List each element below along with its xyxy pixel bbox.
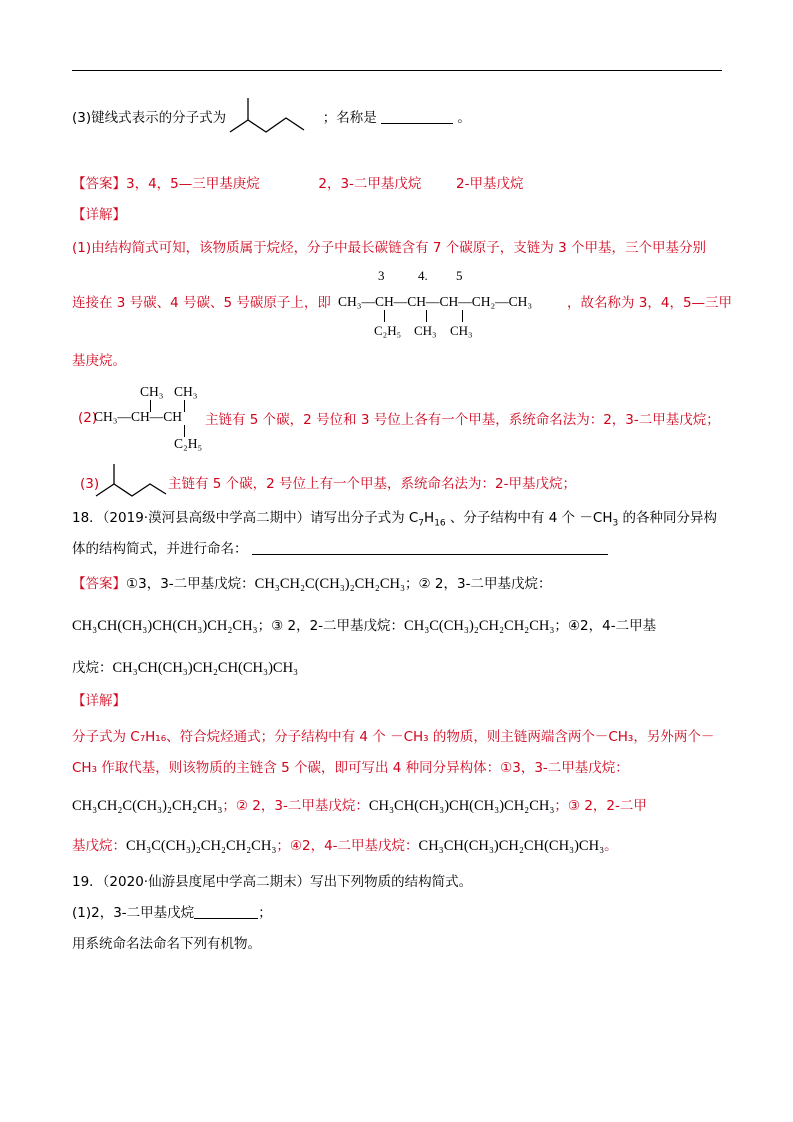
q3-answer-blank [381, 109, 453, 124]
detail1-p1: (1)由结构简式可知，该物质属于烷烃，分子中最长碳链含有 7 个碳原子，支链为 3 个甲基，三个甲基分别 [72, 240, 706, 256]
answer2-line2: CH₃CH(CH₃)CH(CH₃)CH₂CH₃；③ 2，2-二甲基戊烷：CH₃C(CH₃)₂CH₂CH₂CH₃；④2，4-二甲基 [72, 618, 657, 634]
detail1-p3: 基庚烷。 [72, 353, 126, 369]
q18-line1: 18．（2019·漠河县高级中学高二期中）请写出分子式为 $C_7H_{16}$ 、分子结构中有 4 个 $-CH_3$ 的各种同分异构 [72, 510, 718, 529]
q18-answer-blank [252, 540, 608, 555]
q19-line1: 19．（2020·仙游县度尾中学高二期末）写出下列物质的结构简式。 [72, 874, 473, 890]
q19-answer-blank [194, 904, 258, 919]
detail1-p2b: ，故名称为 3，4，5—三甲 [567, 295, 733, 311]
detail2-p4: 基戊烷：CH₃C(CH₃)₂CH₂CH₂CH₃；④2，4-二甲基戊烷：CH₃CH(CH₃)CH₂CH(CH₃)CH₃。 [72, 838, 618, 854]
q3-line: (3)键线式表示的分子式为 ；名称是 。 [72, 110, 471, 126]
skeletal-formula-detail [94, 462, 168, 500]
structure-dimethylpentane: (2) CH₃ CH₃ CH₃—CH—CH C₂H₅ [78, 384, 203, 451]
detail1-p4: 主链有 5 个碳，2 号位和 3 号位上各有一个甲基，系统命名法为：2，3-二甲基戊烷； [205, 412, 720, 428]
answer-label: 【答案】 [72, 176, 126, 192]
detail2-p3: CH₃CH₂C(CH₃)₂CH₂CH₃；② 2，3-二甲基戊烷：CH₃CH(CH₃)CH(CH₃)CH₂CH₃；③ 2，2-二甲 [72, 798, 647, 814]
detail2-label: 【详解】 [72, 693, 126, 709]
answer1-line: 【答案】3，4，5—三甲基庚烷 2，3-二甲基戊烷 2-甲基戊烷 [72, 176, 524, 192]
structure-trimethylheptane: 3 4. 5 CH₃—CH—CH—CH—CH₂—CH₃ C₂H₅ CH₃ CH₃ [338, 268, 533, 338]
q19-line2: (1)2，3-二甲基戊烷 ； [72, 905, 272, 921]
detail1-p5-prefix: (3) [80, 476, 100, 492]
q19-line3: 用系统命名法命名下列有机物。 [72, 936, 261, 952]
skeletal-formula-q3 [228, 96, 308, 136]
answer2-line1: 【答案】①3，3-二甲基戊烷：CH₃CH₂C(CH₃)₂CH₂CH₃；② 2，3-二甲基戊烷： [72, 576, 552, 592]
detail2-p1: 分子式为 C₇H₁₆、符合烷烃通式；分子结构中有 4 个 －CH₃ 的物质，则主链两端含两个－CH₃，另外两个－ [72, 729, 715, 745]
answer2-line3: 戊烷：CH₃CH(CH₃)CH₂CH(CH₃)CH₃ [72, 660, 299, 676]
detail1-p5: 主链有 5 个碳，2 号位上有一个甲基，系统命名法为：2-甲基戊烷； [168, 476, 577, 492]
detail1-label: 【详解】 [72, 207, 126, 223]
q18-line2: 体的结构简式，并进行命名： [72, 539, 608, 559]
detail1-p2a: 连接在 3 号碳、4 号碳、5 号碳原子上，即 [72, 295, 331, 311]
header-rule [72, 70, 722, 71]
detail2-p2: CH₃ 作取代基，则该物质的主链含 5 个碳，即可写出 4 种同分异构体：①3，3-二甲基戊烷： [72, 760, 629, 776]
